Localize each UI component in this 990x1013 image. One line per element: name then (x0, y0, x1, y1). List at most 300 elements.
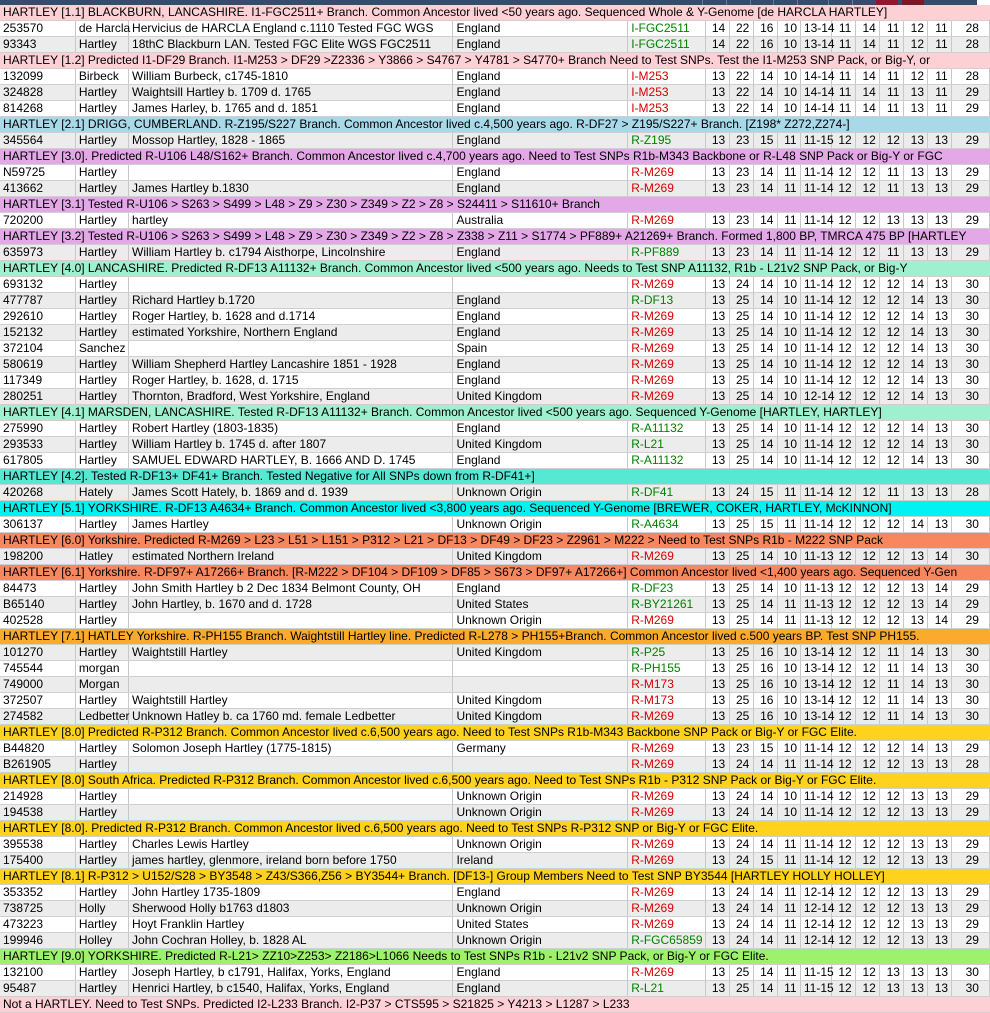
marker-value-cell: 13 (880, 965, 904, 981)
marker-value-cell: 13 (705, 437, 729, 453)
marker-value-cell: 12 (880, 357, 904, 373)
marker-value-cell: 12 (832, 325, 856, 341)
marker-value-cell: 11-15 (800, 981, 831, 997)
haplogroup-cell: R-BY21261 (628, 597, 705, 613)
ancestor-cell (129, 757, 453, 773)
kit-number-cell: 353352 (0, 885, 75, 901)
marker-value-cell: 11 (777, 901, 800, 917)
marker-value-cell: 12-14 (800, 917, 831, 933)
kit-number-cell: 420268 (0, 485, 75, 501)
country-cell: England (453, 101, 628, 117)
marker-value-cell: 29 (952, 165, 990, 181)
marker-value-cell: 13 (928, 789, 952, 805)
surname-cell: Hartley (75, 309, 128, 325)
marker-value-cell: 11-14 (800, 485, 831, 501)
marker-value-cell: 14 (753, 389, 777, 405)
marker-value-cell: 13-14 (800, 661, 831, 677)
table-row (0, 853, 990, 869)
marker-value-cell: 12 (880, 581, 904, 597)
marker-value-cell: 14 (904, 293, 928, 309)
marker-value-cell: 12 (880, 517, 904, 533)
marker-value-cell: 11 (832, 69, 856, 85)
marker-value-cell: 11 (880, 165, 904, 181)
table-row (0, 357, 990, 373)
surname-cell: Hartley (75, 645, 128, 661)
group-header-row (0, 997, 990, 1013)
marker-value-cell: 12 (856, 917, 880, 933)
group-header-row (0, 533, 990, 549)
country-cell: Unknown Origin (453, 837, 628, 853)
marker-value-cell: 25 (729, 597, 753, 613)
haplogroup-cell: R-A11132 (628, 453, 705, 469)
haplogroup-cell: R-M269 (628, 789, 705, 805)
marker-value-cell: 30 (952, 981, 990, 997)
marker-value-cell: 11-14 (800, 373, 831, 389)
marker-value-cell: 11-14 (800, 453, 831, 469)
marker-value-cell: 14 (753, 85, 777, 101)
marker-value-cell: 14 (928, 581, 952, 597)
marker-value-cell: 14 (705, 37, 729, 53)
ancestor-cell: Robert Hartley (1803-1835) (129, 421, 453, 437)
marker-value-cell: 12 (856, 549, 880, 565)
marker-value-cell: 25 (729, 389, 753, 405)
marker-value-cell: 11-14 (800, 293, 831, 309)
marker-value-cell: 13 (705, 421, 729, 437)
country-cell (453, 757, 628, 773)
marker-value-cell: 14 (904, 277, 928, 293)
marker-value-cell: 14 (753, 789, 777, 805)
marker-value-cell: 30 (952, 389, 990, 405)
marker-value-cell: 25 (729, 293, 753, 309)
marker-value-cell: 12 (856, 389, 880, 405)
marker-value-cell: 12 (856, 933, 880, 949)
marker-value-cell: 13 (705, 293, 729, 309)
marker-value-cell: 25 (729, 581, 753, 597)
kit-number-cell: 413662 (0, 181, 75, 197)
marker-value-cell: 13 (928, 677, 952, 693)
marker-value-cell: 13 (705, 357, 729, 373)
surname-cell: Hartley (75, 357, 128, 373)
table-row (0, 917, 990, 933)
marker-value-cell: 11 (880, 245, 904, 261)
marker-value-cell: 12 (856, 789, 880, 805)
haplogroup-cell: R-PF889 (628, 245, 705, 261)
ancestor-cell: estimated Northern Ireland (129, 549, 453, 565)
marker-value-cell: 25 (729, 549, 753, 565)
marker-value-cell: 14 (753, 757, 777, 773)
kit-number-cell: 117349 (0, 373, 75, 389)
marker-value-cell: 11-14 (800, 165, 831, 181)
marker-value-cell: 11-14 (800, 357, 831, 373)
kit-number-cell: 306137 (0, 517, 75, 533)
marker-value-cell: 16 (753, 37, 777, 53)
group-header-text: HARTLEY [2.1] DRIGG, CUMBERLAND. R-Z195/S227 Branch. Common Ancestor lived c.4,500 years ago. R-DF27 > Z195/S227+ Branch. [Z198* Z272,Z274-] (0, 117, 990, 133)
kit-number-cell: N59725 (0, 165, 75, 181)
table-row (0, 21, 990, 37)
marker-value-cell: 11 (832, 21, 856, 37)
haplogroup-cell: R-M269 (628, 277, 705, 293)
marker-value-cell: 30 (952, 341, 990, 357)
country-cell: Unknown Origin (453, 485, 628, 501)
marker-value-cell: 12 (856, 965, 880, 981)
surname-cell: Morgan (75, 677, 128, 693)
haplogroup-cell: R-DF23 (628, 581, 705, 597)
country-cell (453, 277, 628, 293)
marker-value-cell: 13 (705, 677, 729, 693)
country-cell: England (453, 37, 628, 53)
ancestor-cell: John Hartley, b. 1670 and d. 1728 (129, 597, 453, 613)
marker-value-cell: 13 (705, 325, 729, 341)
group-header-text: HARTLEY [6.1] Yorkshire. R-DF97+ A17266+ Branch. [R-M222 > DF104 > DF109 > DF85 > S673 > DF97+ A17266+] Common Ancestor lived <1,400 years ago. Sequenced Y-Gen (0, 565, 990, 581)
group-header-row (0, 229, 990, 245)
header-highlight (876, 0, 898, 5)
marker-value-cell: 15 (753, 517, 777, 533)
marker-value-cell: 29 (952, 901, 990, 917)
marker-value-cell: 13 (705, 581, 729, 597)
marker-value-cell: 10 (777, 789, 800, 805)
marker-value-cell: 14 (904, 741, 928, 757)
surname-cell: morgan (75, 661, 128, 677)
marker-value-cell: 25 (729, 613, 753, 629)
marker-value-cell: 24 (729, 789, 753, 805)
kit-number-cell: 617805 (0, 453, 75, 469)
marker-value-cell: 14 (753, 277, 777, 293)
country-cell: England (453, 69, 628, 85)
surname-cell: Hartley (75, 165, 128, 181)
marker-value-cell: 12-14 (800, 901, 831, 917)
marker-value-cell: 13 (928, 741, 952, 757)
marker-value-cell: 11-14 (800, 757, 831, 773)
ancestor-cell: James Hartley (129, 517, 453, 533)
marker-value-cell: 13 (705, 789, 729, 805)
marker-value-cell: 11-14 (800, 517, 831, 533)
marker-value-cell: 12 (856, 613, 880, 629)
marker-value-cell: 12 (880, 309, 904, 325)
marker-value-cell: 14 (753, 597, 777, 613)
marker-value-cell: 11-14 (800, 853, 831, 869)
kit-number-cell: 292610 (0, 309, 75, 325)
marker-value-cell: 13 (904, 885, 928, 901)
country-cell: England (453, 373, 628, 389)
marker-value-cell: 14 (856, 37, 880, 53)
kit-number-cell: 720200 (0, 213, 75, 229)
marker-value-cell: 14 (753, 933, 777, 949)
marker-value-cell: 11-13 (800, 549, 831, 565)
marker-value-cell: 14 (904, 373, 928, 389)
country-cell: England (453, 133, 628, 149)
marker-value-cell: 12 (832, 453, 856, 469)
haplogroup-cell: R-M269 (628, 341, 705, 357)
marker-value-cell: 30 (952, 453, 990, 469)
marker-value-cell: 29 (952, 181, 990, 197)
marker-value-cell: 29 (952, 933, 990, 949)
ancestor-cell: William Burbeck, c1745-1810 (129, 69, 453, 85)
marker-value-cell: 12 (856, 661, 880, 677)
table-row (0, 805, 990, 821)
table-row (0, 693, 990, 709)
marker-value-cell: 12 (832, 517, 856, 533)
marker-value-cell: 11 (832, 101, 856, 117)
country-cell: Unknown Origin (453, 805, 628, 821)
marker-value-cell: 13 (928, 325, 952, 341)
marker-value-cell: 13 (928, 181, 952, 197)
marker-value-cell: 13 (928, 453, 952, 469)
marker-value-cell: 29 (952, 597, 990, 613)
group-header-text: HARTLEY [1.1] BLACKBURN, LANCASHIRE. I1-FGC2511+ Branch. Common Ancestor lived <50 years ago. Sequenced Whole & Y-Genome [de HARCLA HARTLEY] (0, 5, 990, 21)
marker-value-cell: 12 (856, 693, 880, 709)
marker-value-cell: 13 (705, 901, 729, 917)
surname-cell: Hartley (75, 885, 128, 901)
group-header-row (0, 405, 990, 421)
marker-value-cell: 14 (904, 693, 928, 709)
group-header-row (0, 149, 990, 165)
surname-cell: Hartley (75, 293, 128, 309)
marker-value-cell: 11 (880, 85, 904, 101)
marker-value-cell: 12 (832, 885, 856, 901)
marker-value-cell: 12 (856, 853, 880, 869)
marker-value-cell: 12 (856, 133, 880, 149)
marker-value-cell: 12 (880, 757, 904, 773)
marker-value-cell: 14 (753, 613, 777, 629)
marker-value-cell: 25 (729, 373, 753, 389)
surname-cell: Holley (75, 933, 128, 949)
ancestor-cell (129, 805, 453, 821)
marker-value-cell: 12 (832, 373, 856, 389)
marker-value-cell: 13 (928, 245, 952, 261)
marker-value-cell: 11 (777, 757, 800, 773)
marker-value-cell: 13 (904, 789, 928, 805)
group-header-text: HARTLEY [6.0] Yorkshire. Predicted R-M269 > L23 > L51 > L151 > P312 > L21 > DF13 > DF49 > DF23 > Z2961 > M222 > Need to Test SNPs R1b - M222 SNP Pack (0, 533, 990, 549)
marker-value-cell: 13 (705, 741, 729, 757)
marker-value-cell: 12 (880, 325, 904, 341)
marker-value-cell: 13 (904, 101, 928, 117)
marker-value-cell: 13 (705, 213, 729, 229)
marker-value-cell: 12 (880, 293, 904, 309)
marker-value-cell: 13 (880, 213, 904, 229)
ancestor-cell: Roger Hartley, b. 1628, d. 1715 (129, 373, 453, 389)
marker-value-cell: 12 (832, 341, 856, 357)
group-header-row (0, 821, 990, 837)
marker-value-cell: 23 (729, 213, 753, 229)
ancestor-cell: William Hartley b. c1794 Aisthorpe, Lincolnshire (129, 245, 453, 261)
marker-value-cell: 15 (753, 485, 777, 501)
marker-value-cell: 12 (832, 917, 856, 933)
surname-cell: Hartley (75, 245, 128, 261)
marker-value-cell: 16 (753, 21, 777, 37)
marker-value-cell: 13 (928, 837, 952, 853)
marker-value-cell: 30 (952, 709, 990, 725)
surname-cell: Hartley (75, 581, 128, 597)
marker-value-cell: 29 (952, 133, 990, 149)
marker-value-cell: 14 (753, 165, 777, 181)
table-row (0, 437, 990, 453)
ancestor-cell: estimated Yorkshire, Northern England (129, 325, 453, 341)
marker-value-cell: 23 (729, 245, 753, 261)
marker-value-cell: 11 (777, 597, 800, 613)
ancestor-cell: Hoyt Franklin Hartley (129, 917, 453, 933)
marker-value-cell: 12 (904, 69, 928, 85)
table-row (0, 517, 990, 533)
kit-number-cell: 274582 (0, 709, 75, 725)
marker-value-cell: 13 (928, 357, 952, 373)
marker-value-cell: 30 (952, 357, 990, 373)
marker-value-cell: 14 (904, 517, 928, 533)
header-divider (750, 0, 751, 5)
marker-value-cell: 12 (856, 309, 880, 325)
marker-value-cell: 12 (856, 757, 880, 773)
group-header-row (0, 197, 990, 213)
marker-value-cell: 13 (705, 757, 729, 773)
marker-value-cell: 12 (880, 421, 904, 437)
country-cell: Spain (453, 341, 628, 357)
marker-value-cell: 10 (777, 421, 800, 437)
marker-value-cell: 13 (904, 181, 928, 197)
table-row (0, 549, 990, 565)
marker-value-cell: 25 (729, 965, 753, 981)
group-header-row (0, 53, 990, 69)
ancestor-cell: james hartley, glenmore, ireland born before 1750 (129, 853, 453, 869)
marker-value-cell: 13-14 (800, 21, 831, 37)
marker-value-cell: 11-14 (800, 741, 831, 757)
marker-value-cell: 14 (753, 213, 777, 229)
country-cell: England (453, 245, 628, 261)
marker-value-cell: 13 (705, 453, 729, 469)
marker-value-cell: 25 (729, 357, 753, 373)
group-header-text: HARTLEY [8.1] R-P312 > U152/S28 > BY3548 > Z43/S366,Z56 > BY3544+ Branch. [DF13-] Group Members Need to Test SNP BY3544 [HARTLEY HOLLY HOLLEY] (0, 869, 990, 885)
table-row (0, 133, 990, 149)
marker-value-cell: 28 (952, 485, 990, 501)
country-cell: United Kingdom (453, 693, 628, 709)
group-header-text: HARTLEY [8.0]. Predicted R-P312 Branch. Common Ancestor lived c.6,500 years ago. Need to Test SNPs R-P312 SNP or Big-Y or FGC Elite. (0, 821, 990, 837)
marker-value-cell: 12 (856, 213, 880, 229)
marker-value-cell: 11-14 (800, 341, 831, 357)
marker-value-cell: 12 (832, 357, 856, 373)
country-cell (453, 661, 628, 677)
surname-cell: Hartley (75, 613, 128, 629)
marker-value-cell: 11-13 (800, 597, 831, 613)
haplogroup-cell: R-M269 (628, 837, 705, 853)
kit-number-cell: 101270 (0, 645, 75, 661)
country-cell: Unknown Origin (453, 933, 628, 949)
ancestor-cell (129, 277, 453, 293)
marker-value-cell: 13 (928, 693, 952, 709)
group-header-row (0, 773, 990, 789)
marker-value-cell: 30 (952, 965, 990, 981)
marker-value-cell: 30 (952, 645, 990, 661)
header-divider (773, 0, 774, 5)
marker-value-cell: 12 (832, 421, 856, 437)
marker-value-cell: 13 (904, 597, 928, 613)
kit-number-cell: 293533 (0, 437, 75, 453)
marker-value-cell: 13 (928, 437, 952, 453)
marker-value-cell: 13 (705, 341, 729, 357)
marker-value-cell: 13 (904, 837, 928, 853)
surname-cell: Hartley (75, 981, 128, 997)
country-cell: United Kingdom (453, 709, 628, 725)
marker-value-cell: 25 (729, 453, 753, 469)
marker-value-cell: 14 (856, 85, 880, 101)
kit-number-cell: 95487 (0, 981, 75, 997)
table-row (0, 661, 990, 677)
table-row (0, 293, 990, 309)
marker-value-cell: 11 (777, 981, 800, 997)
ancestor-cell (129, 165, 453, 181)
marker-value-cell: 12 (832, 597, 856, 613)
marker-value-cell: 22 (729, 85, 753, 101)
marker-value-cell: 11 (880, 661, 904, 677)
haplogroup-cell: R-M173 (628, 677, 705, 693)
haplogroup-cell: R-M269 (628, 853, 705, 869)
marker-value-cell: 28 (952, 757, 990, 773)
country-cell: United States (453, 597, 628, 613)
marker-value-cell: 13 (928, 373, 952, 389)
table-row (0, 165, 990, 181)
marker-value-cell: 29 (952, 789, 990, 805)
group-header-text: HARTLEY [5.1] YORKSHIRE. R-DF13 A4634+ Branch. Common Ancestor lived <3,800 years ago. Sequenced Y-Genome [BREWER, COKER, HARTLEY, McKINNON] (0, 501, 990, 517)
marker-value-cell: 13 (705, 917, 729, 933)
surname-cell: Hartley (75, 101, 128, 117)
table-row (0, 885, 990, 901)
marker-value-cell: 13 (705, 517, 729, 533)
ancestor-cell: Waightstill Hartley (129, 693, 453, 709)
country-cell: England (453, 421, 628, 437)
marker-value-cell: 12 (832, 741, 856, 757)
country-cell: United Kingdom (453, 437, 628, 453)
marker-value-cell: 22 (729, 69, 753, 85)
marker-value-cell: 14 (904, 389, 928, 405)
header-divider (828, 0, 829, 5)
table-row (0, 341, 990, 357)
marker-value-cell: 14 (753, 373, 777, 389)
table-row (0, 901, 990, 917)
marker-value-cell: 10 (777, 805, 800, 821)
kit-number-cell: B261905 (0, 757, 75, 773)
marker-value-cell: 11 (777, 213, 800, 229)
country-cell: England (453, 965, 628, 981)
marker-value-cell: 13 (928, 965, 952, 981)
marker-value-cell: 12 (832, 677, 856, 693)
marker-value-cell: 12 (904, 21, 928, 37)
marker-value-cell: 12 (880, 901, 904, 917)
kit-number-cell: 194538 (0, 805, 75, 821)
marker-value-cell: 11-14 (800, 805, 831, 821)
marker-value-cell: 24 (729, 757, 753, 773)
group-header-text: HARTLEY [4.1] MARSDEN, LANCASHIRE. Tested R-DF13 A11132+ Branch. Common Ancestor lived <500 years ago. Sequenced Y-Genome [HARTLEY, HARTLEY] (0, 405, 990, 421)
marker-value-cell: 11 (777, 165, 800, 181)
marker-value-cell: 12 (832, 805, 856, 821)
marker-value-cell: 10 (777, 21, 800, 37)
haplogroup-cell: I-M253 (628, 69, 705, 85)
marker-value-cell: 13 (904, 85, 928, 101)
marker-value-cell: 14-14 (800, 69, 831, 85)
marker-value-cell: 11 (928, 101, 952, 117)
group-header-row (0, 469, 990, 485)
marker-value-cell: 12 (880, 437, 904, 453)
kit-number-cell: 175400 (0, 853, 75, 869)
haplogroup-cell: R-M269 (628, 741, 705, 757)
surname-cell: Hartley (75, 597, 128, 613)
marker-value-cell: 13 (904, 853, 928, 869)
ancestor-cell: James Harley, b. 1765 and d. 1851 (129, 101, 453, 117)
kit-number-cell: 199946 (0, 933, 75, 949)
marker-value-cell: 12 (880, 933, 904, 949)
marker-value-cell: 13 (705, 69, 729, 85)
group-header-text: HARTLEY [7.1] HATLEY Yorkshire. R-PH155 Branch. Waightstill Hartley line. Predicted R-L278 > PH155+Branch. Common Ancestor lived c.500 years BP. Test SNP PH155. (0, 629, 990, 645)
marker-value-cell: 10 (777, 581, 800, 597)
marker-value-cell: 13 (705, 597, 729, 613)
country-cell: England (453, 357, 628, 373)
country-cell: United Kingdom (453, 645, 628, 661)
